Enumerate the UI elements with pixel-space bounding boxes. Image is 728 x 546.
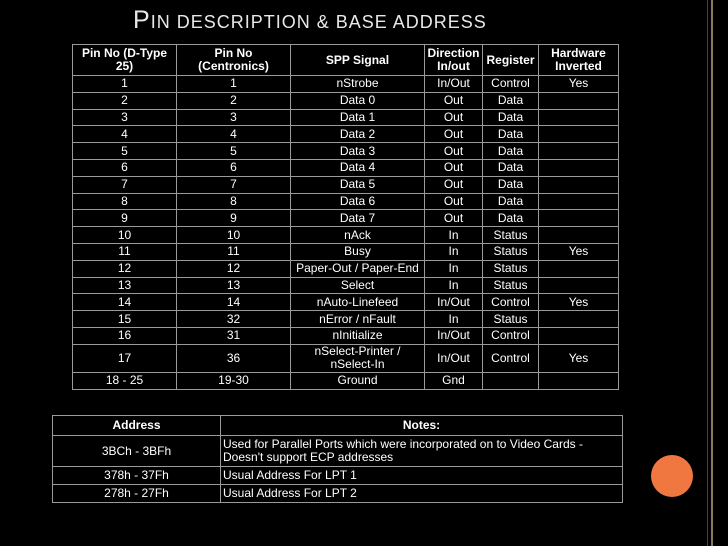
table-row [73, 126, 619, 143]
table-cell: 14 [177, 294, 291, 311]
table-cell: Yes [539, 344, 619, 372]
table-cell: 9 [73, 210, 177, 227]
table-cell: In/Out [425, 344, 483, 372]
table-cell: 2 [177, 92, 291, 109]
table-cell: Select [291, 277, 425, 294]
table-cell: Status [483, 227, 539, 244]
table-cell: nInitialize [291, 327, 425, 344]
accent-circle [651, 455, 693, 497]
table-cell: In/Out [425, 76, 483, 93]
table-cell [539, 193, 619, 210]
table-cell: 7 [73, 176, 177, 193]
address-table-header-row [53, 416, 623, 436]
table-row [73, 176, 619, 193]
table-cell: 9 [177, 210, 291, 227]
table-row [73, 327, 619, 344]
table-cell: Data [483, 159, 539, 176]
table-cell: Data [483, 210, 539, 227]
table-cell: 5 [73, 143, 177, 160]
table-cell: In/Out [425, 294, 483, 311]
note-cell: Usual Address For LPT 1 [221, 467, 623, 485]
header-direction: Direction In/out [425, 45, 483, 76]
table-cell: Out [425, 143, 483, 160]
table-cell [483, 372, 539, 389]
table-cell: 16 [73, 327, 177, 344]
table-cell: 6 [73, 159, 177, 176]
table-row [73, 344, 619, 372]
table-cell: Out [425, 109, 483, 126]
title-rest: IN DESCRIPTION & BASE ADDRESS [150, 12, 487, 32]
table-cell: 11 [177, 243, 291, 260]
table-cell: In [425, 277, 483, 294]
table-cell: Out [425, 92, 483, 109]
table-cell: 15 [73, 311, 177, 328]
table-cell: Status [483, 277, 539, 294]
table-row [73, 260, 619, 277]
table-cell: In/Out [425, 327, 483, 344]
table-cell: Out [425, 210, 483, 227]
table-cell: Data 5 [291, 176, 425, 193]
table-cell: Data [483, 143, 539, 160]
address-cell: 278h - 27Fh [53, 485, 221, 503]
table-cell: 4 [177, 126, 291, 143]
table-cell: 1 [73, 76, 177, 93]
table-cell: 8 [177, 193, 291, 210]
table-cell: 31 [177, 327, 291, 344]
table-row [53, 436, 623, 467]
table-row [73, 227, 619, 244]
header-notes: Notes: [221, 416, 623, 436]
pin-description-table [72, 44, 619, 390]
header-pin-dtype: Pin No (D-Type 25) [73, 45, 177, 76]
note-cell: Used for Parallel Ports which were incorporated on to Video Cards - Doesn't support ECP addresses [221, 436, 623, 467]
table-cell: 10 [177, 227, 291, 244]
table-cell: Data [483, 193, 539, 210]
note-cell: Usual Address For LPT 2 [221, 485, 623, 503]
table-cell: Control [483, 76, 539, 93]
table-cell [539, 143, 619, 160]
header-address: Address [53, 416, 221, 436]
table-cell [539, 210, 619, 227]
table-cell: Control [483, 294, 539, 311]
table-cell [539, 311, 619, 328]
table-cell: Data 4 [291, 159, 425, 176]
table-cell: Data 0 [291, 92, 425, 109]
table-cell: Yes [539, 243, 619, 260]
table-row [73, 277, 619, 294]
table-cell [539, 109, 619, 126]
base-address-table [52, 415, 623, 503]
title-first-letter: P [133, 6, 151, 34]
slide-title [133, 6, 487, 35]
address-cell: 3BCh - 3BFh [53, 436, 221, 467]
table-cell [539, 227, 619, 244]
table-cell: Control [483, 344, 539, 372]
table-cell [539, 92, 619, 109]
table-cell: 4 [73, 126, 177, 143]
table-cell: 5 [177, 143, 291, 160]
table-cell: Status [483, 243, 539, 260]
table-cell: 6 [177, 159, 291, 176]
table-cell: 7 [177, 176, 291, 193]
header-spp-signal: SPP Signal [291, 45, 425, 76]
table-cell: nAuto-Linefeed [291, 294, 425, 311]
table-cell: 36 [177, 344, 291, 372]
header-hardware-inverted: Hardware Inverted [539, 45, 619, 76]
table-cell: Out [425, 159, 483, 176]
table-cell: Data 6 [291, 193, 425, 210]
table-cell: Data 1 [291, 109, 425, 126]
address-cell: 378h - 37Fh [53, 467, 221, 485]
table-cell: Data 7 [291, 210, 425, 227]
table-cell: 32 [177, 311, 291, 328]
table-row [73, 92, 619, 109]
table-cell: 12 [73, 260, 177, 277]
table-cell: 18 - 25 [73, 372, 177, 389]
table-cell: 13 [73, 277, 177, 294]
table-cell: 19-30 [177, 372, 291, 389]
table-cell: nStrobe [291, 76, 425, 93]
table-cell: 2 [73, 92, 177, 109]
table-row [73, 76, 619, 93]
table-cell: 13 [177, 277, 291, 294]
table-cell: In [425, 260, 483, 277]
table-row [53, 485, 623, 503]
table-cell [539, 372, 619, 389]
header-pin-centronics: Pin No (Centronics) [177, 45, 291, 76]
table-cell: Yes [539, 294, 619, 311]
table-cell: Data 2 [291, 126, 425, 143]
table-cell [539, 176, 619, 193]
table-cell: Data [483, 92, 539, 109]
table-cell: In [425, 243, 483, 260]
table-cell [539, 260, 619, 277]
table-cell: In [425, 311, 483, 328]
table-cell: 3 [73, 109, 177, 126]
table-cell: Data [483, 126, 539, 143]
address-table-body [53, 436, 623, 503]
table-row [73, 159, 619, 176]
slide-border [711, 0, 713, 546]
table-row [73, 109, 619, 126]
table-row [73, 193, 619, 210]
table-row [73, 243, 619, 260]
table-cell: Gnd [425, 372, 483, 389]
table-cell: 10 [73, 227, 177, 244]
table-cell: nSelect-Printer / nSelect-In [291, 344, 425, 372]
table-row [73, 372, 619, 389]
table-cell: In [425, 227, 483, 244]
table-cell: 11 [73, 243, 177, 260]
table-cell [539, 159, 619, 176]
table-cell: Out [425, 126, 483, 143]
table-cell: 14 [73, 294, 177, 311]
table-cell: Paper-Out / Paper-End [291, 260, 425, 277]
pin-table-body [73, 76, 619, 390]
table-cell: nAck [291, 227, 425, 244]
table-cell: nError / nFault [291, 311, 425, 328]
table-cell: Control [483, 327, 539, 344]
table-row [73, 210, 619, 227]
table-cell: Data 3 [291, 143, 425, 160]
slide-border-inner [707, 0, 708, 546]
table-cell: Yes [539, 76, 619, 93]
table-cell: Data [483, 109, 539, 126]
table-cell [539, 327, 619, 344]
table-row [53, 467, 623, 485]
table-row [73, 143, 619, 160]
table-cell: 17 [73, 344, 177, 372]
pin-table-header-row [73, 45, 619, 76]
table-cell: Busy [291, 243, 425, 260]
table-cell: Status [483, 260, 539, 277]
table-cell [539, 277, 619, 294]
table-cell: Out [425, 176, 483, 193]
table-cell: Out [425, 193, 483, 210]
table-cell [539, 126, 619, 143]
table-cell: Ground [291, 372, 425, 389]
table-cell: 8 [73, 193, 177, 210]
table-cell: Data [483, 176, 539, 193]
table-cell: Status [483, 311, 539, 328]
table-cell: 3 [177, 109, 291, 126]
table-row [73, 294, 619, 311]
table-cell: 12 [177, 260, 291, 277]
header-register: Register [483, 45, 539, 76]
table-row [73, 311, 619, 328]
table-cell: 1 [177, 76, 291, 93]
